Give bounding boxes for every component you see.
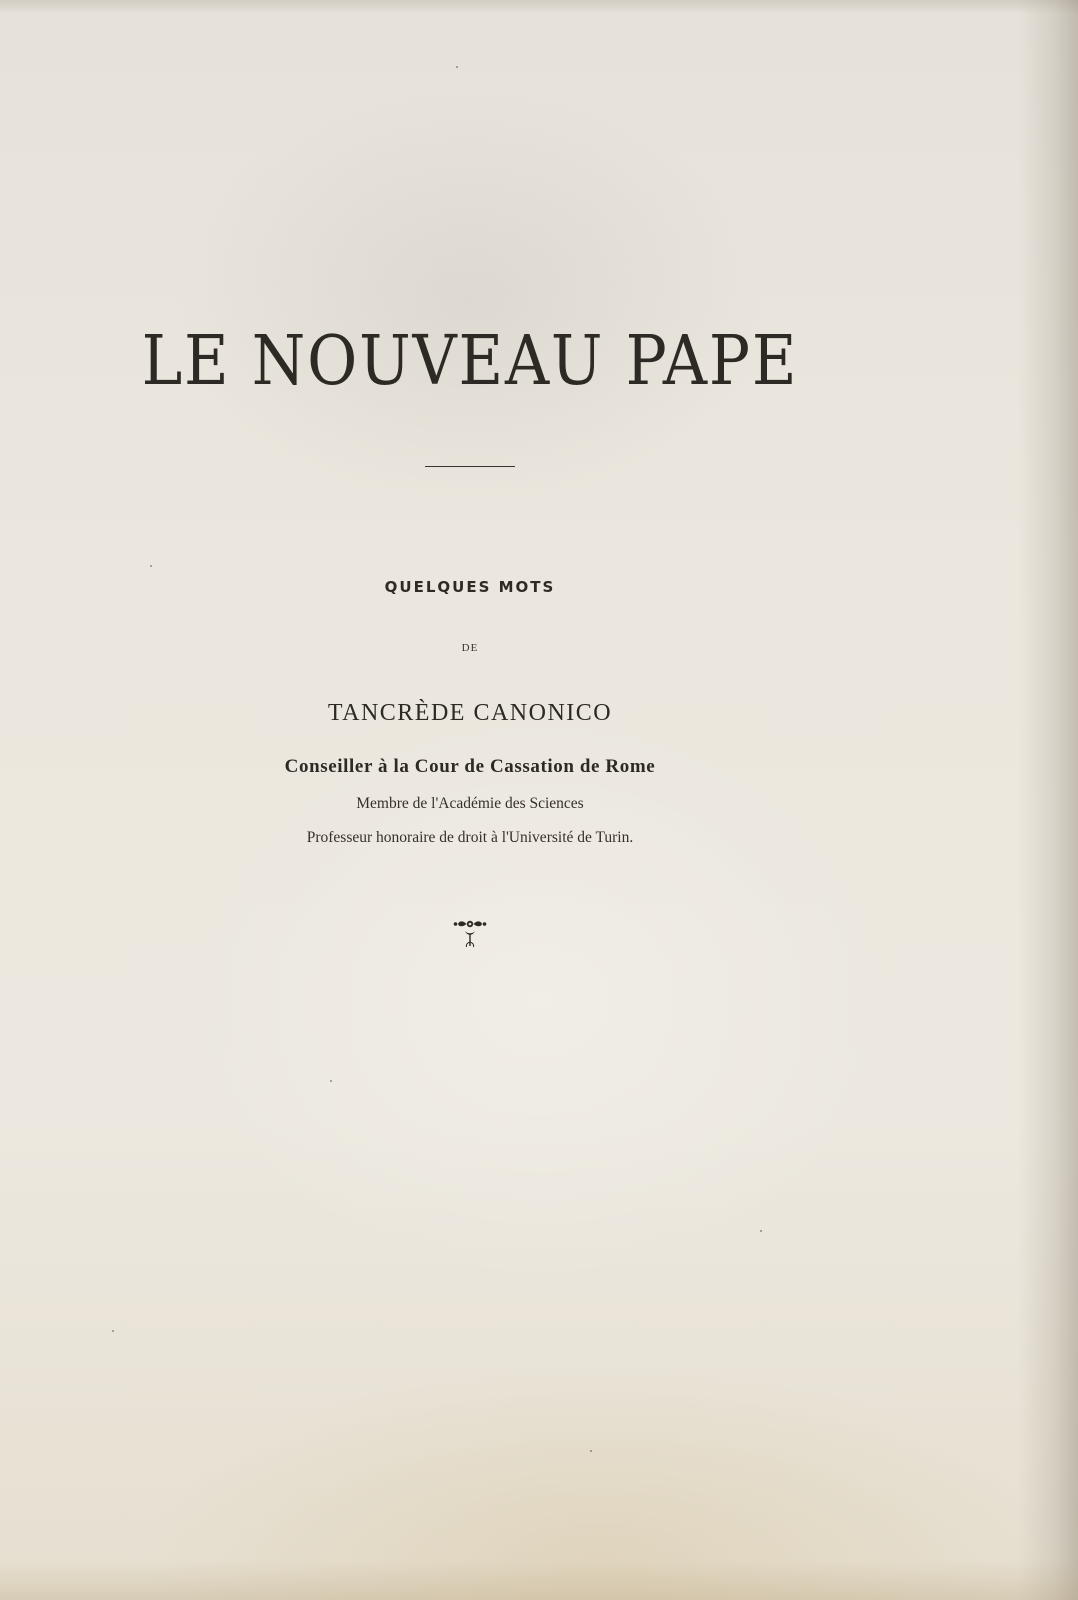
paper-speck bbox=[330, 1080, 332, 1082]
title-rule-divider bbox=[425, 466, 515, 467]
paper-speck bbox=[590, 1450, 592, 1452]
page-title: LE NOUVEAU PAPE bbox=[141, 322, 799, 401]
paper-edge-top bbox=[0, 0, 1078, 14]
paper-speck bbox=[112, 1330, 114, 1332]
author-credential: Professeur honoraire de droit à l'Université de Turin. bbox=[306, 829, 634, 846]
paper-speck bbox=[456, 66, 458, 68]
paper-speck bbox=[760, 1230, 762, 1232]
author-position: Conseiller à la Cour de Cassation de Rome bbox=[284, 756, 656, 777]
paper-edge-bottom bbox=[0, 1560, 1078, 1600]
connector-word: DE bbox=[461, 642, 479, 654]
author-credential: Membre de l'Académie des Sciences bbox=[356, 795, 584, 812]
subtitle: QUELQUES MOTS bbox=[384, 578, 556, 596]
paper-speck bbox=[150, 565, 152, 567]
paper-edge-right bbox=[1018, 0, 1078, 1600]
author-name: TANCRÈDE CANONICO bbox=[327, 700, 613, 726]
floral-fleuron-icon bbox=[447, 912, 493, 958]
